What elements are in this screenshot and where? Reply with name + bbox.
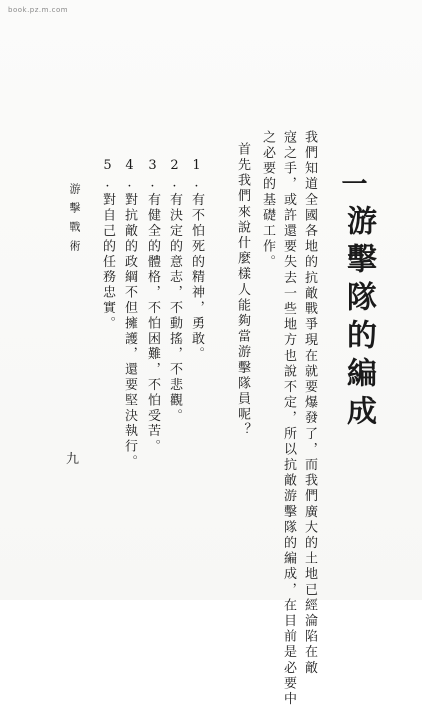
question-line: 首先我們來說什麼樣人能夠當游擊隊員呢？ <box>235 142 250 439</box>
list-item: 2.有決定的意志，不動搖，不悲觀。 <box>167 158 182 424</box>
scan-watermark: book.pz.m.com <box>8 6 69 14</box>
list-item: 5.對自己的任務忠實。 <box>100 158 115 332</box>
body-paragraph-line: 寇之手，或許還要失去一些地方也說不定，所以抗敵游擊隊的編成，在目前是必要中 <box>281 130 296 707</box>
chapter-title: 游擊隊的編成 <box>341 205 376 433</box>
running-title: 游擊戰術 <box>68 183 81 259</box>
body-paragraph-line: 我們知道全國各地的抗敵戰爭現在就要爆發了，而我們廣大的土地已經淪陷在敵 <box>302 130 317 676</box>
list-item: 4.對抗敵的政綱不但擁護，還要堅決執行。 <box>122 158 137 470</box>
page-number: 九 <box>66 452 80 467</box>
body-paragraph-line: 之必要的基礎工作。 <box>260 130 275 271</box>
list-item: 1.有不怕死的精神，勇敢。 <box>189 158 204 363</box>
chapter-number: 一 <box>337 170 367 204</box>
list-item: 3.有健全的體格，不怕困難，不怕受苦。 <box>145 158 160 455</box>
